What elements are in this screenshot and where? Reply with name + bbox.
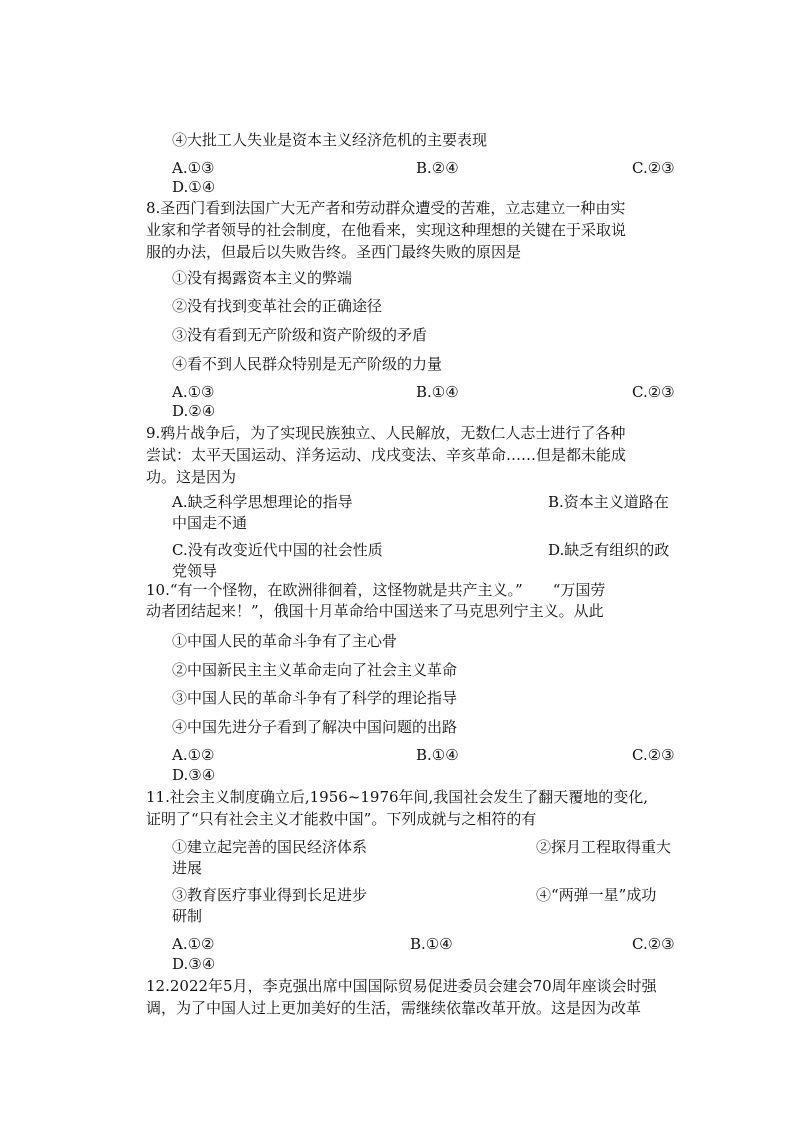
q8-option-a: A.①③ [172, 383, 215, 401]
q10-option-a: A.①② [172, 746, 215, 764]
q10-item-4: ④中国先进分子看到了解决中国问题的出路 [172, 718, 458, 736]
q10-option-b: B.①④ [416, 746, 459, 764]
q11-item-4: ④“两弹一星”成功 [536, 886, 657, 904]
q11-option-d: D.③④ [172, 955, 216, 973]
q8-item-3: ③没有看到无产阶级和资产阶级的矛盾 [172, 326, 428, 344]
q11-option-b: B.①④ [410, 935, 453, 953]
q8-item-4: ④看不到人民群众特别是无产阶级的力量 [172, 355, 443, 373]
q10-item-3: ③中国人民的革命斗争有了科学的理论指导 [172, 689, 458, 707]
q11-item-2-cont: 进展 [172, 859, 203, 877]
q10-option-c: C.②③ [632, 746, 675, 764]
q8-stem-line-1: 8.圣西门看到法国广大无产者和劳动群众遭受的苦难，立志建立一种由实 [146, 199, 626, 217]
q8-option-b: B.①④ [416, 383, 459, 401]
q7-option-b: B.②④ [416, 159, 459, 177]
q11-stem-line-1: 11.社会主义制度确立后,1956~1976年间,我国社会发生了翻天覆地的变化, [146, 788, 649, 806]
q9-option-b-cont: 中国走不通 [172, 514, 248, 532]
q10-item-2: ②中国新民主主义革命走向了社会主义革命 [172, 661, 458, 679]
q7-option-d: D.①④ [172, 178, 216, 196]
q8-stem-line-3: 服的办法，但最后以失败告终。圣西门最终失败的原因是 [146, 243, 522, 261]
q9-stem-line-1: 9.鸦片战争后，为了实现民族独立、人民解放，无数仁人志士进行了各种 [146, 424, 626, 442]
q9-option-d-cont: 党领导 [172, 562, 218, 580]
q11-item-3: ③教育医疗事业得到长足进步 [172, 886, 368, 904]
q11-item-2: ②探月工程取得重大 [536, 838, 672, 856]
q8-option-d: D.②④ [172, 402, 216, 420]
q7-option-a: A.①③ [172, 159, 215, 177]
q9-option-c: C.没有改变近代中国的社会性质 [172, 541, 383, 559]
q11-stem-line-2: 证明了“只有社会主义才能救中国”。下列成就与之相符的有 [146, 810, 537, 828]
q8-stem-line-2: 业家和学者领导的社会制度，在他看来，实现这种理想的关键在于采取说 [146, 221, 627, 239]
q9-stem-line-3: 功。这是因为 [146, 468, 237, 486]
q12-stem-line-1: 12.2022年5月，李克强出席中国国际贸易促进委员会建会70周年座谈会时强 [146, 977, 657, 995]
q8-item-2: ②没有找到变革社会的正确途径 [172, 297, 383, 315]
q9-stem-line-2: 尝试：太平天国运动、洋务运动、戊戌变法、辛亥革命……但是都未能成 [146, 446, 627, 464]
q9-option-d: D.缺乏有组织的政 [548, 541, 670, 559]
q9-option-a: A.缺乏科学思想理论的指导 [172, 493, 353, 511]
q10-option-d: D.③④ [172, 766, 216, 784]
q12-stem-line-2: 调，为了中国人过上更加美好的生活，需继续依靠改革开放。这是因为改革 [146, 999, 642, 1017]
q11-item-1: ①建立起完善的国民经济体系 [172, 838, 368, 856]
q11-item-4-cont: 研制 [172, 907, 203, 925]
q10-item-1: ①中国人民的革命斗争有了主心骨 [172, 632, 398, 650]
q7-item-4: ④大批工人失业是资本主义经济危机的主要表现 [172, 131, 488, 149]
q9-option-b: B.资本主义道路在 [548, 493, 669, 511]
q7-option-c: C.②③ [632, 159, 675, 177]
q11-option-a: A.①② [172, 935, 215, 953]
q8-option-c: C.②③ [632, 383, 675, 401]
q8-item-1: ①没有揭露资本主义的弊端 [172, 269, 353, 287]
q10-stem-line-2: 动者团结起来！”，俄国十月革命给中国送来了马克思列宁主义。从此 [146, 602, 604, 620]
q10-stem-line-1: 10.“有一个怪物，在欧洲徘徊着，这怪物就是共产主义。” “万国劳 [146, 581, 606, 599]
q11-option-c: C.②③ [632, 935, 675, 953]
